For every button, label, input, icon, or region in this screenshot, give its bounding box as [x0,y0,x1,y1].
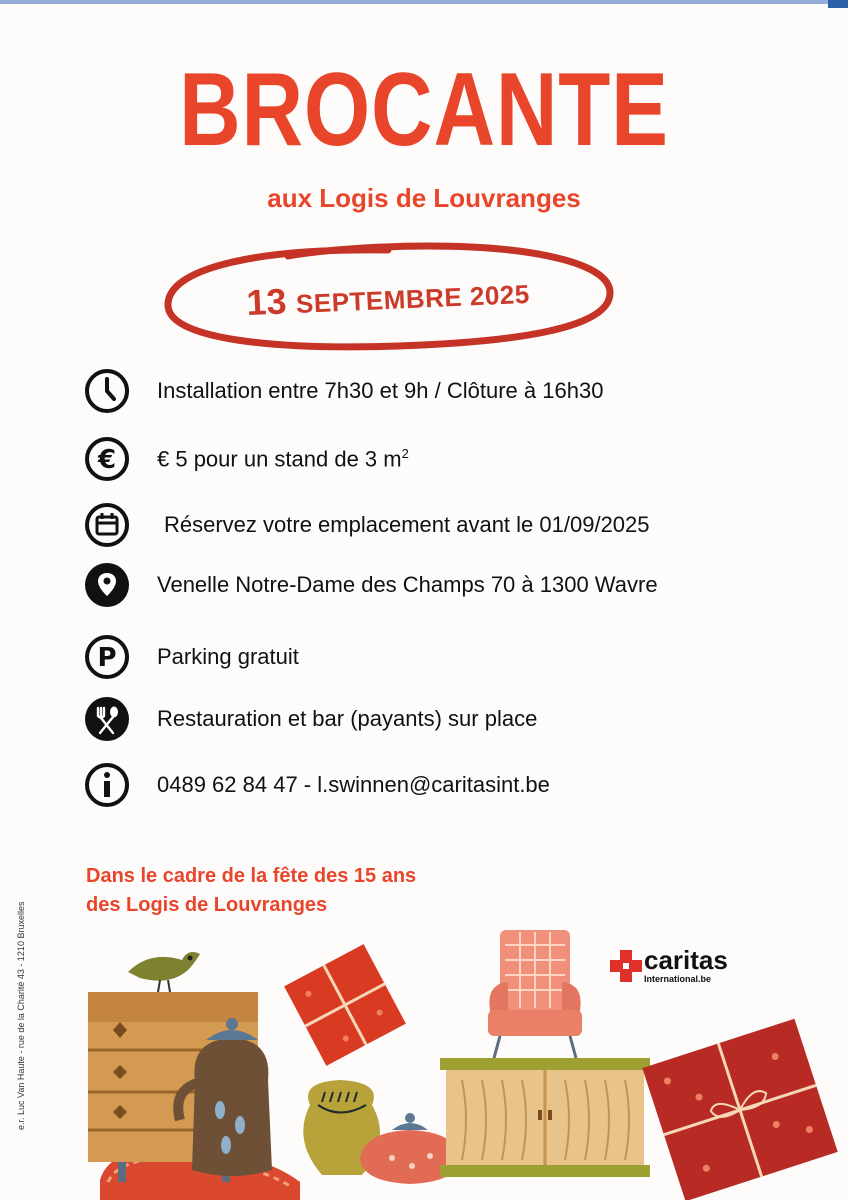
gift-box-large [642,1019,837,1200]
parking-icon [82,632,132,682]
bird-ornament [128,952,200,992]
address-text: Venelle Notre-Dame des Champs 70 à 1300 Wavre [157,572,658,597]
price-unit-superscript: 2 [401,445,409,461]
page-title: BROCANTE [179,52,669,168]
caritas-name: caritas [644,945,728,975]
info-icon [82,760,132,810]
euro-icon [82,434,132,484]
info-row-food [82,692,537,746]
price-label: € 5 pour un stand de 3 m [157,446,402,472]
page-subtitle: aux Logis de Louvranges [267,183,581,213]
date-day: 13 [245,280,288,324]
anniversary-note-line2: des Logis de Louvranges [86,894,328,916]
clock-icon [82,366,132,416]
info-row-contact [82,758,550,812]
fork-spoon-icon [82,694,132,744]
scan-edge [0,0,848,4]
info-row-price [82,432,409,486]
date-badge [138,228,638,368]
sideboard-cabinet [440,1058,650,1177]
svg-text:P: P [97,643,117,673]
parking-text: Parking gratuit [157,644,299,669]
reservation-text: Réservez votre emplacement avant le 01/09/2025 [164,512,650,537]
location-pin-icon [82,560,132,610]
caritas-website: International.be [644,974,712,984]
info-row-installation [82,364,603,418]
caritas-logo [608,947,728,984]
anniversary-note [86,862,416,920]
caritas-text [644,947,728,984]
info-row-parking [82,630,299,684]
price-text [157,446,409,472]
scan-corner [828,0,848,8]
installation-text: Installation entre 7h30 et 9h / Clôture à 16h30 [157,378,604,403]
info-row-address [82,558,658,612]
gift-box-small [284,944,406,1066]
publisher-credit: e.r. Luc Van Haute - rue de la Charité 43 - 1210 Bruxelles [16,901,26,1130]
contact-text: 0489 62 84 47 - l.swinnen@caritasint.be [157,772,550,797]
armchair [488,930,582,1058]
date-month-year: SEPTEMBRE 2025 [295,278,531,320]
caritas-cross-icon [608,948,644,984]
calendar-icon [82,500,132,550]
anniversary-note-line1: Dans le cadre de la fête des 15 ans [86,865,417,887]
food-text: Restauration et bar (payants) sur place [157,706,538,731]
svg-text:€: € [97,445,117,475]
info-row-reservation [82,498,650,552]
